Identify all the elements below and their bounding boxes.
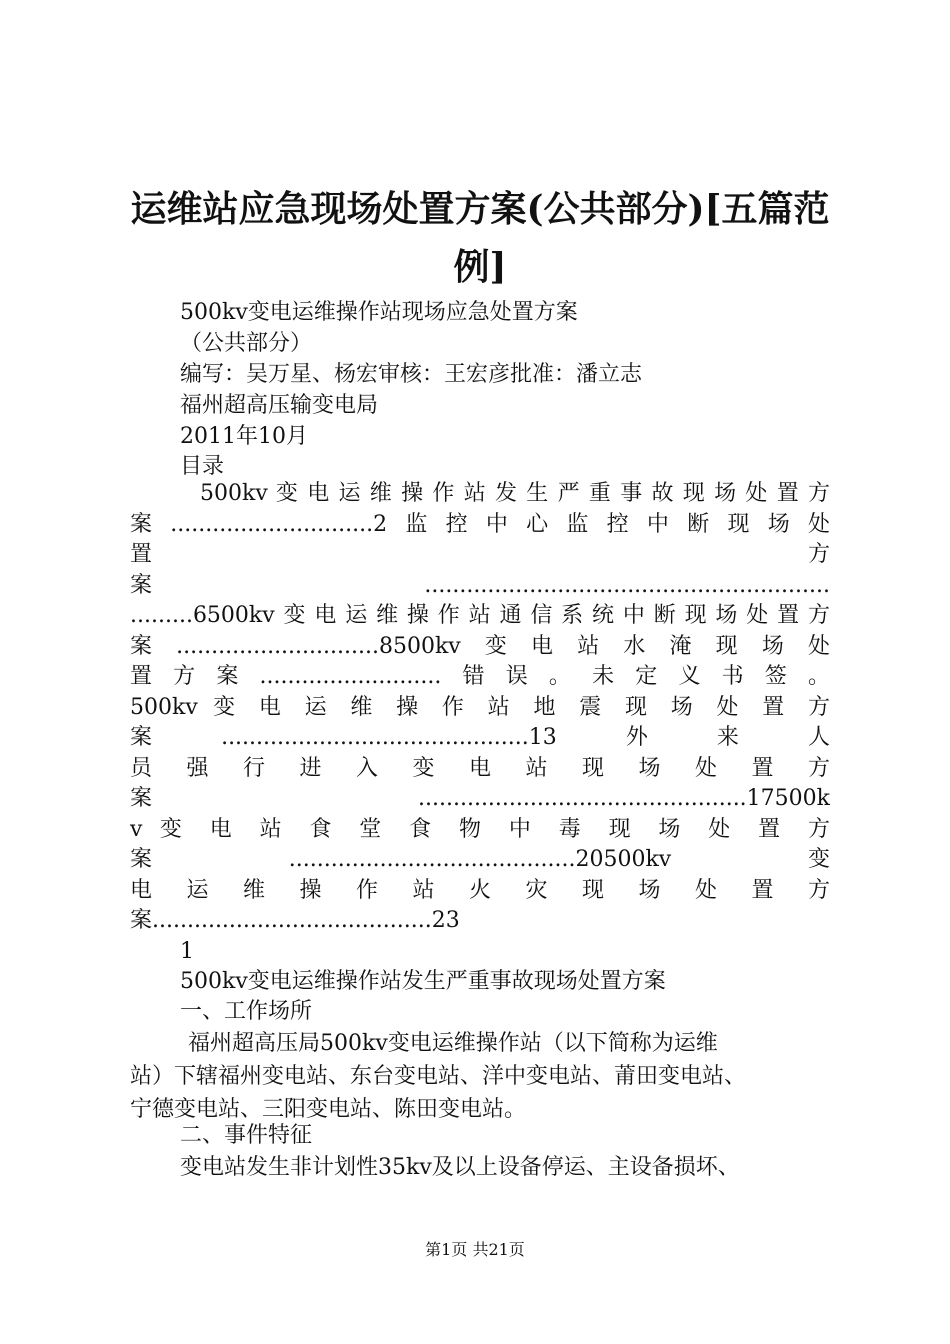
page-footer: 第1页 共21页 bbox=[425, 1240, 525, 1259]
doc-title: 500kv变电运维操作站现场应急处置方案 bbox=[180, 300, 578, 325]
toc-line: 案.............................2监控中心监控中断现场处 bbox=[130, 511, 830, 537]
page-title bbox=[130, 180, 830, 296]
section-heading: 500kv变电运维操作站发生严重事故现场处置方案 bbox=[180, 969, 666, 994]
toc-line: 置方案..........................错误。未定义书签。 bbox=[130, 664, 830, 689]
toc-heading: 目录 bbox=[180, 454, 225, 479]
toc-line: v 变 电 站 食 堂 食 物 中 毒 现 场 处 置 方 bbox=[130, 816, 830, 842]
toc-line: 案.............................8500kv变电站水淹现场处 bbox=[130, 633, 830, 659]
toc-line: 置 方 bbox=[130, 542, 830, 567]
page-title-line-2: 例] bbox=[453, 246, 507, 288]
toc-line: 电 运 维 操 作 站 火 灾 现 场 处 置 方 bbox=[130, 877, 830, 903]
toc-line: 案............................................13外来人 bbox=[130, 725, 830, 750]
paragraph-line: 站）下辖福州变电站、东台变电站、洋中变电站、莆田变电站、 bbox=[130, 1064, 747, 1089]
section-subheading-1: 一、工作场所 bbox=[180, 999, 313, 1024]
toc-line: 员 强 行 进 入 变 电 站 现 场 处 置 方 bbox=[130, 755, 830, 781]
document-date: 2011年10月 bbox=[180, 424, 308, 449]
page-number-marker: 1 bbox=[180, 939, 194, 964]
toc-line: 案........................................23 bbox=[130, 908, 460, 933]
toc-line: 500kv 变 电 运 维 操 作 站 地 震 现 场 处 置 方 bbox=[130, 694, 830, 720]
page-title-line-1: 运维站应急现场处置方案(公共部分)[五篇范 bbox=[130, 188, 830, 230]
toc-line: 案...............................................17500k bbox=[130, 786, 830, 811]
paragraph-2: 变电站发生非计划性35kv及以上设备停运、主设备损坏、 bbox=[180, 1155, 740, 1180]
doc-subtitle: （公共部分） bbox=[180, 331, 313, 356]
authors-line: 编写：吴万星、杨宏审核：王宏彦批准：潘立志 bbox=[180, 362, 643, 387]
paragraph-line: 福州超高压局500kv变电运维操作站（以下简称为运维 bbox=[188, 1031, 718, 1056]
toc-line: 500kv 变 电 运 维 操 作 站 发 生 严 重 事 故 现 场 处 置 方 bbox=[200, 481, 830, 506]
organization: 福州超高压输变电局 bbox=[180, 393, 379, 418]
toc-line: 案.......................................................... bbox=[130, 572, 830, 598]
toc-line: .........6500kv变电运维操作站通信系统中断现场处置方 bbox=[130, 603, 830, 628]
toc-line: 案.........................................20500kv变 bbox=[130, 847, 830, 872]
paragraph-1 bbox=[130, 1027, 830, 1126]
table-of-contents bbox=[130, 479, 830, 937]
section-subheading-2: 二、事件特征 bbox=[180, 1123, 313, 1148]
paragraph-line: 宁德变电站、三阳变电站、陈田变电站。 bbox=[130, 1097, 527, 1122]
